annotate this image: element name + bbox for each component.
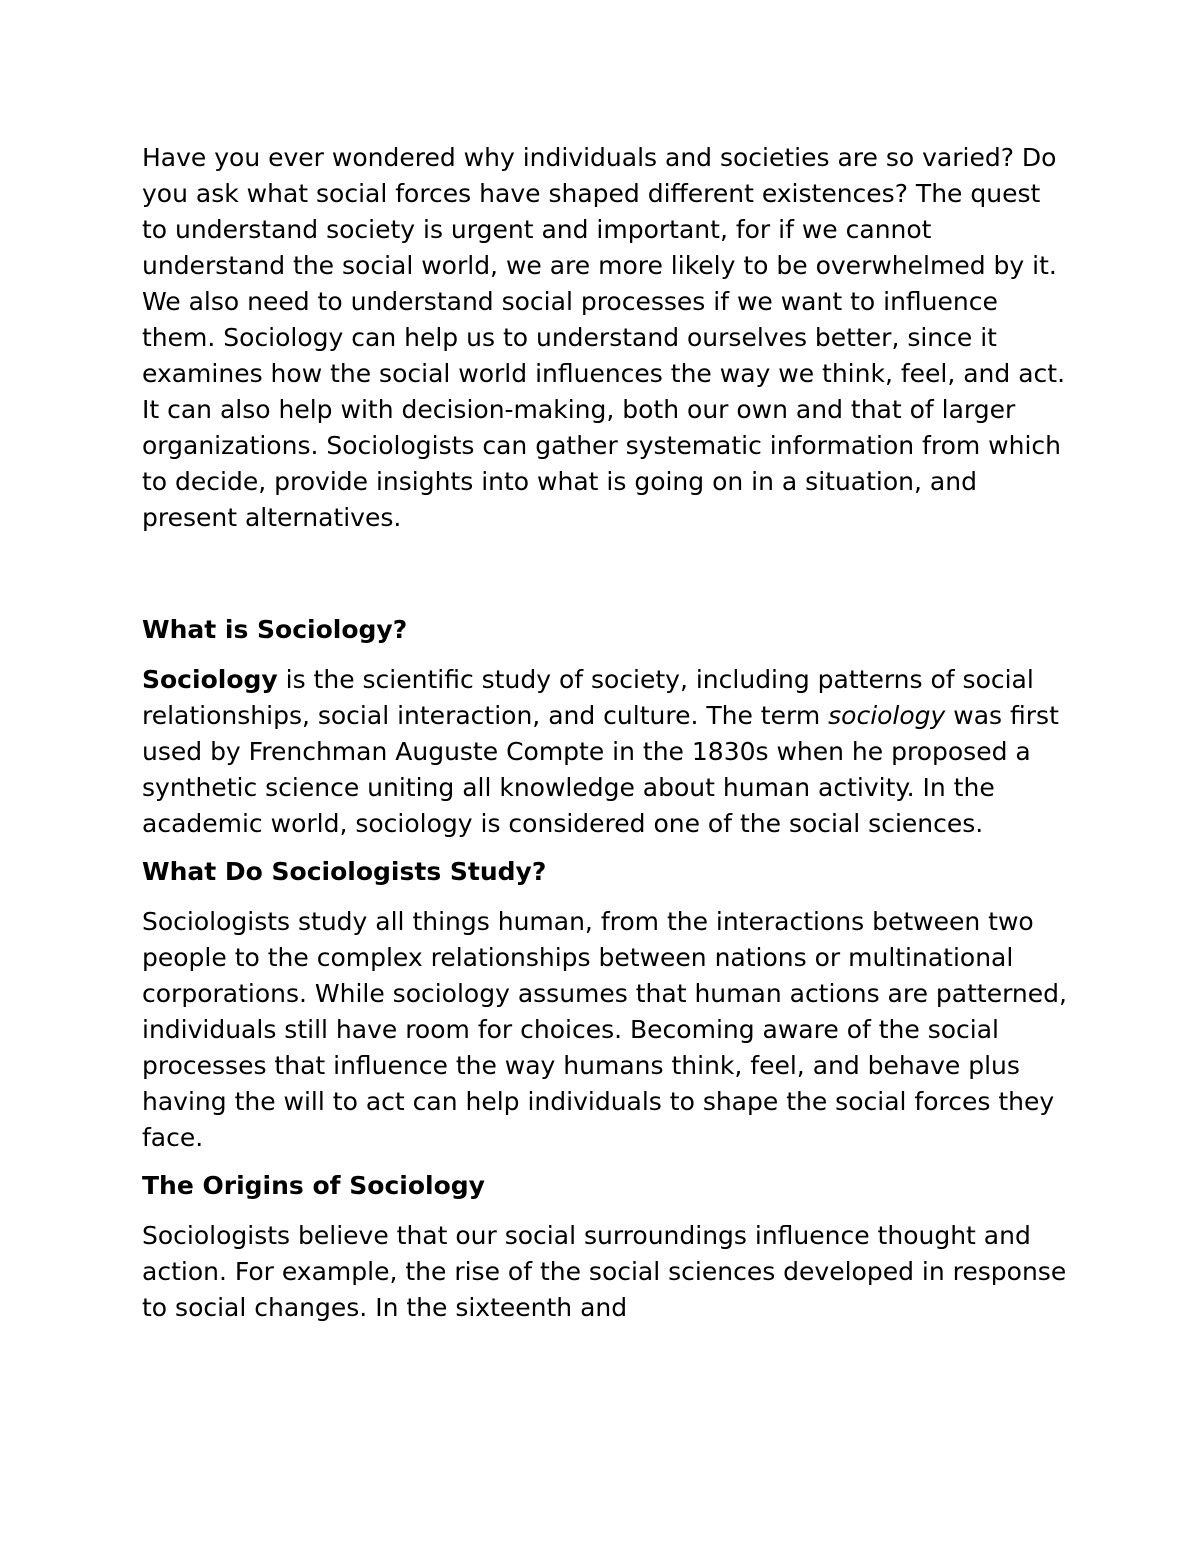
document-content <box>142 140 1072 1338</box>
paragraph-what-do-sociologists-study: Sociologists study all things human, from the interactions between two people to the complex relationships between nations or multinational corporations. While sociology assumes that human actions are patterned, individuals still have room for choices. Becoming aware of the social processes that influence the way humans think, feel, and behave plus having the will to act can help individuals to shape the social forces they face. <box>142 907 1067 1152</box>
paragraph-text: is the scientific study of society, including patterns of social relationships, social interaction, and culture. The term <box>142 665 1034 730</box>
paragraph-text: was first used by Frenchman Auguste Compte in the 1830s when he proposed a synthetic science uniting all knowledge about human activity. In the academic world, sociology is considered one of the social sciences. <box>142 701 1059 838</box>
paragraph-origins-of-sociology: Sociologists believe that our social surroundings influence thought and action. For example, the rise of the social sciences developed in response to social changes. In the sixteenth and <box>142 1221 1067 1322</box>
heading-what-do-sociologists-study: What Do Sociologists Study? <box>142 857 547 886</box>
paragraph-what-is-sociology <box>142 662 1072 842</box>
intro-paragraph: Have you ever wondered why individuals and societies are so varied? Do you ask what social forces have shaped different existences? The quest to understand society is urgent and important, for if we cannot understand the social world, we are more likely to be overwhelmed by it. We also need to understand social processes if we want to influence them. Sociology can help us to understand ourselves better, since it examines how the social world influences the way we think, feel, and act. It can also help with decision-making, both our own and that of larger organizations. Sociologists can gather systematic information from which to decide, provide insights into what is going on in a situation, and present alternatives. <box>142 143 1066 532</box>
italic-term-sociology: sociology <box>828 701 946 730</box>
heading-what-is-sociology: What is Sociology? <box>142 615 408 644</box>
heading-origins-of-sociology: The Origins of Sociology <box>142 1171 485 1200</box>
term-sociology: Sociology <box>142 665 278 694</box>
